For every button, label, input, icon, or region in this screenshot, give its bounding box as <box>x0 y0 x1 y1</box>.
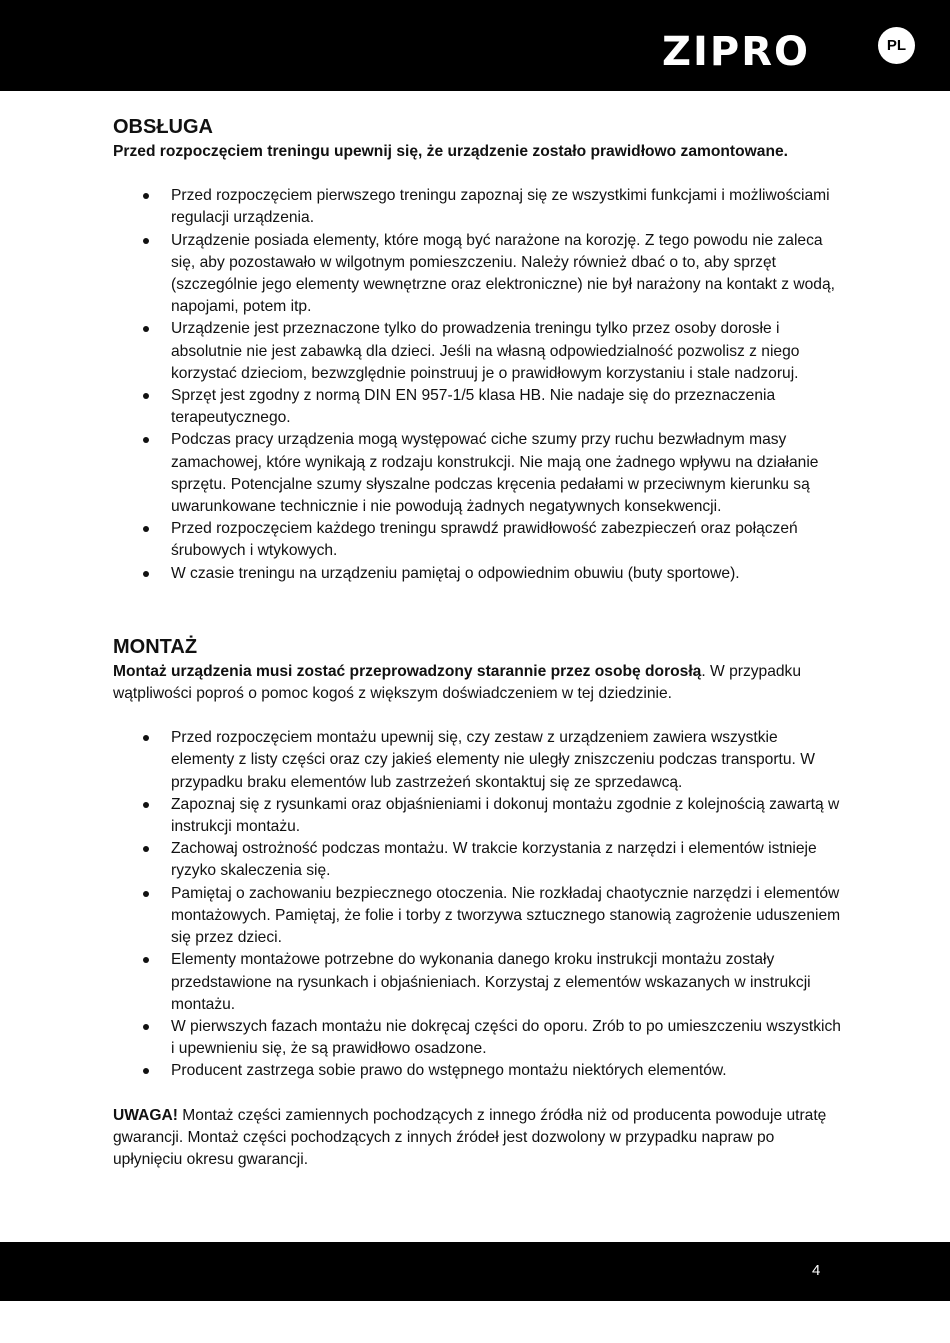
lead-text: . W przypadku wątpliwości poproś o pomoc kogoś z większym doświadczeniem w tej dziedzinie. <box>113 662 802 703</box>
page-number: 4 <box>812 1262 821 1279</box>
section-title-obsluga: OBSŁUGA <box>113 116 213 138</box>
list-item: Producent zastrzega sobie prawo do wstępnego montażu niektórych elementów. <box>113 1060 843 1082</box>
list-item: Urządzenie posiada elementy, które mogą być narażone na korozję. Z tego powodu nie zaleca się, aby pozostawało w wilgotnym pomieszczeniu. Należy również dbać o to, aby sprzęt (szczególnie jego elementy wewnętrzne oraz elektroniczne) nie był narażony na kontakt z wodą, napojami, potem itp. <box>113 230 843 319</box>
page-content <box>113 113 843 1171</box>
list-item: W pierwszych fazach montażu nie dokręcaj części do oporu. Zrób to po umieszczeniu wszystkich i upewnieniu się, że są prawidłowo osadzone. <box>113 1016 843 1060</box>
list-item: Elementy montażowe potrzebne do wykonania danego kroku instrukcji montażu zostały przedstawione na rysunkach i objaśnieniach. Korzystaj z elementów wskazanych w instrukcji montażu. <box>113 949 843 1016</box>
list-item: Przed rozpoczęciem montażu upewnij się, czy zestaw z urządzeniem zawiera wszystkie elementy z listy części oraz czy jakieś elementy nie uległy zniszczeniu podczas transportu. W przypadku braku elementów lub zastrzeżeń skontaktuj się ze sprzedawcą. <box>113 727 843 794</box>
list-item: W czasie treningu na urządzeniu pamiętaj o odpowiednim obuwiu (buty sportowe). <box>113 563 843 585</box>
list-item: Sprzęt jest zgodny z normą DIN EN 957-1/5 klasa HB. Nie nadaje się do przeznaczenia terapeutycznego. <box>113 385 843 429</box>
warning-note <box>113 1105 843 1172</box>
lead-bold-text: Przed rozpoczęciem treningu upewnij się, że urządzenie zostało prawidłowo zamontowane. <box>113 143 788 160</box>
list-item: Pamiętaj o zachowaniu bezpiecznego otoczenia. Nie rozkładaj chaotycznie narzędzi i elementów montażowych. Pamiętaj, że folie i torby z tworzywa sztucznego stanowią zagrożenie uduszeniem się przez dzieci. <box>113 883 843 950</box>
warning-text: Montaż części zamiennych pochodzących z innego źródła niż od producenta powoduje utratę gwarancji. Montaż części pochodzących z innych źródeł jest dozwolony w przypadku napraw po upłynięciu okresu gwarancji. <box>113 1106 827 1168</box>
list-item: Urządzenie jest przeznaczone tylko do prowadzenia treningu tylko przez osoby dorosłe i absolutnie nie jest zabawką dla dzieci. Jeśli na własną odpowiedzialność pozwolisz z niego korzystać dzieciom, bezwzględnie poinstruuj je o prawidłowym korzystaniu i stale nadzoruj. <box>113 318 843 385</box>
list-item: Przed rozpoczęciem pierwszego treningu zapoznaj się ze wszystkimi funkcjami i możliwościami regulacji urządzenia. <box>113 185 843 229</box>
list-item: Podczas pracy urządzenia mogą występować ciche szumy przy ruchu bezwładnym masy zamachowej, które wynikają z rodzaju konstrukcji. Nie mają one żadnego wpływu na działanie sprzętu. Potencjalne szumy słyszalne podczas kręcenia pedałami w przeciwnym kierunku są uwarunkowane technicznie i nie powodują żadnych negatywnych konsekwencji. <box>113 429 843 518</box>
lead-bold-text: Montaż urządzenia musi zostać przeprowadzony starannie przez osobę dorosłą <box>113 662 702 680</box>
warning-label: UWAGA! <box>113 1106 178 1124</box>
montaz-list <box>113 727 843 1082</box>
section-lead-montaz <box>113 661 843 705</box>
section-title-montaz: MONTAŻ <box>113 635 198 658</box>
page-header <box>0 0 950 91</box>
language-badge: PL <box>878 27 915 64</box>
list-item: Zapoznaj się z rysunkami oraz objaśnieniami i dokonuj montażu zgodnie z kolejnością zawartą w instrukcji montażu. <box>113 794 843 838</box>
brand-logo: ZIPRO <box>662 29 811 75</box>
list-item: Zachowaj ostrożność podczas montażu. W trakcie korzystania z narzędzi i elementów istnieje ryzyko skaleczenia się. <box>113 838 843 882</box>
page-footer <box>0 1242 950 1301</box>
obsluga-list <box>113 185 843 585</box>
section-lead-obsluga <box>113 141 843 163</box>
list-item: Przed rozpoczęciem każdego treningu sprawdź prawidłowość zabezpieczeń oraz połączeń śrubowych i wtykowych. <box>113 518 843 562</box>
